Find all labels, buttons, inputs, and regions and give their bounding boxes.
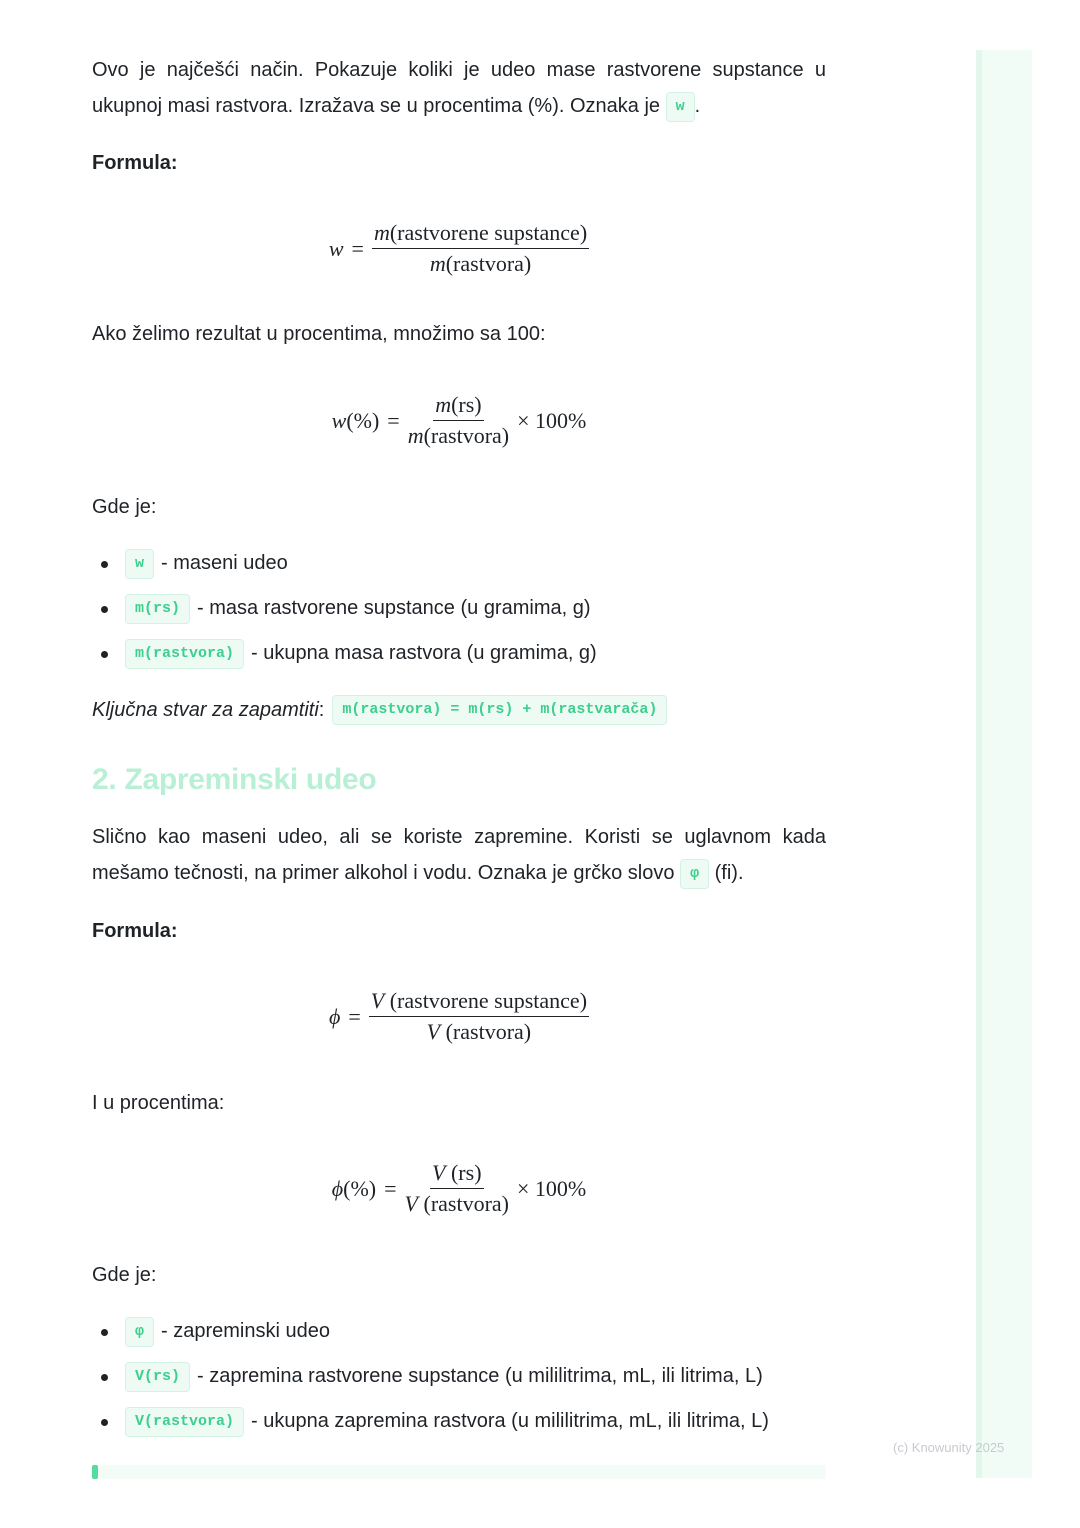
percent-intro-2: I u procentima: (92, 1092, 225, 1114)
list-item (92, 1399, 852, 1444)
list-item (92, 541, 852, 586)
list-item (92, 1354, 852, 1399)
list-item (92, 1309, 852, 1354)
eq2-den-sym: m (407, 423, 424, 448)
key-colon: : (318, 698, 325, 721)
eq1-den-text: (rastvora) (445, 251, 532, 276)
eq3-num-sym: V (370, 988, 385, 1013)
formula-label-1: Formula: (92, 152, 178, 174)
eq3-fraction (369, 988, 589, 1045)
key-label: Ključna stvar za zapamtiti (92, 698, 319, 721)
eq4-lhs-sym: ϕ (331, 1175, 344, 1201)
section2-paragraph (92, 819, 826, 891)
eq2-fraction (408, 392, 509, 449)
code-chip: m(rastvora) (125, 639, 244, 669)
eq4-num-text: (rs) (445, 1160, 482, 1185)
eq4-num-sym: V (432, 1160, 446, 1185)
intro-text: Ovo je najčešći način. Pokazuje koliki je udeo mase rastvorene supstance u ukupnoj masi rastvora. Izražava se u procentima (%). Oznaka je (92, 59, 826, 117)
list-item-text: - zapremina rastvorene supstance (u mililitrima, mL, ili litrima, L) (197, 1365, 763, 1387)
section2-text: Slično kao maseni udeo, ali se koriste zapremine. Koristi se uglavnom kada mešamo tečnosti, na primer alkohol i vodu. Oznaka je grčko slovo (92, 826, 826, 884)
eq1-den-sym: m (429, 251, 446, 276)
list-item-text: - zapreminski udeo (161, 1320, 330, 1342)
eq2-den-text: (rastvora) (423, 423, 510, 448)
formula-label-2: Formula: (92, 920, 178, 942)
symbol-w-chip: w (666, 92, 695, 122)
eq4-den-sym: V (404, 1191, 418, 1216)
code-chip: V(rastvora) (125, 1407, 244, 1437)
section-heading-volume-fraction: 2. Zapreminski udeo (92, 763, 377, 796)
eq3-den-text: (rastvora) (440, 1019, 532, 1044)
eq2-lhs-sym: w (331, 407, 347, 433)
code-chip: V(rs) (125, 1362, 190, 1392)
intro-paragraph (92, 52, 826, 124)
list-item-text: - masa rastvorene supstance (u gramima, g) (197, 597, 591, 619)
eq2-lhs-text: (%) (346, 407, 380, 433)
eq1-lhs: w (328, 235, 344, 261)
key-takeaway (92, 695, 667, 725)
list-item-text: - ukupna zapremina rastvora (u mililitrima, mL, ili litrima, L) (251, 1410, 769, 1432)
bottom-bar-marker (92, 1465, 98, 1479)
eq3-lhs: ϕ (328, 1003, 341, 1029)
side-panel (976, 50, 1032, 1478)
eq2-tail: × 100% (517, 407, 587, 433)
eq2-num-sym: m (435, 392, 452, 417)
list-item-text: - maseni udeo (161, 552, 288, 574)
percent-intro-1: Ako želimo rezultat u procentima, množimo sa 100: (92, 323, 546, 345)
section2-after: (fi). (714, 862, 744, 884)
eq4-tail: × 100% (517, 1175, 587, 1201)
code-chip: w (125, 549, 154, 579)
eq4-lhs-text: (%) (343, 1175, 377, 1201)
copyright-footer: (c) Knowunity 2025 (893, 1440, 1005, 1455)
eq2-num-text: (rs) (451, 392, 482, 417)
eq1-num-text: (rastvorene supstance) (389, 220, 588, 245)
list-item (92, 586, 852, 631)
list-item (92, 631, 852, 676)
eq3-num-text: (rastvorene supstance) (384, 988, 588, 1013)
code-chip: m(rs) (125, 594, 190, 624)
intro-after: . (694, 95, 701, 117)
symbol-phi-chip: φ (680, 859, 709, 889)
where-label-1: Gde je: (92, 496, 157, 518)
volume-fraction-formula: ϕ = $\frac{\text{V (rastvorene supstance)}}{\text{V (rastvora)}}$ (328, 988, 588, 1044)
volume-fraction-percent-formula: ϕ(%) = $\frac{V (rs)}{\text{V (rastvora)}}$ × 100% (331, 1160, 587, 1216)
where-label-2: Gde je: (92, 1264, 157, 1286)
bottom-progress-bar (92, 1465, 826, 1479)
mass-fraction-formula: w = $\frac{\text{m(rastvorene supstance)}}{\text{m(rastvora)}}$ (328, 220, 588, 276)
eq3-den-sym: V (426, 1019, 441, 1044)
eq4-fraction (405, 1160, 509, 1217)
eq4-den-text: (rastvora) (418, 1191, 510, 1216)
eq1-num-sym: m (373, 220, 390, 245)
mass-fraction-percent-formula: w(%) = $\frac{m(rs)}{\text{m(rastvora)}}$ × 100% (331, 392, 587, 448)
definitions-list-2 (92, 1309, 852, 1444)
list-item-text: - ukupna masa rastvora (u gramima, g) (251, 642, 597, 664)
key-code-chip: m(rastvora) = m(rs) + m(rastvarača) (332, 695, 667, 725)
code-chip: φ (125, 1317, 154, 1347)
eq1-fraction (372, 220, 589, 277)
definitions-list-1 (92, 541, 852, 676)
